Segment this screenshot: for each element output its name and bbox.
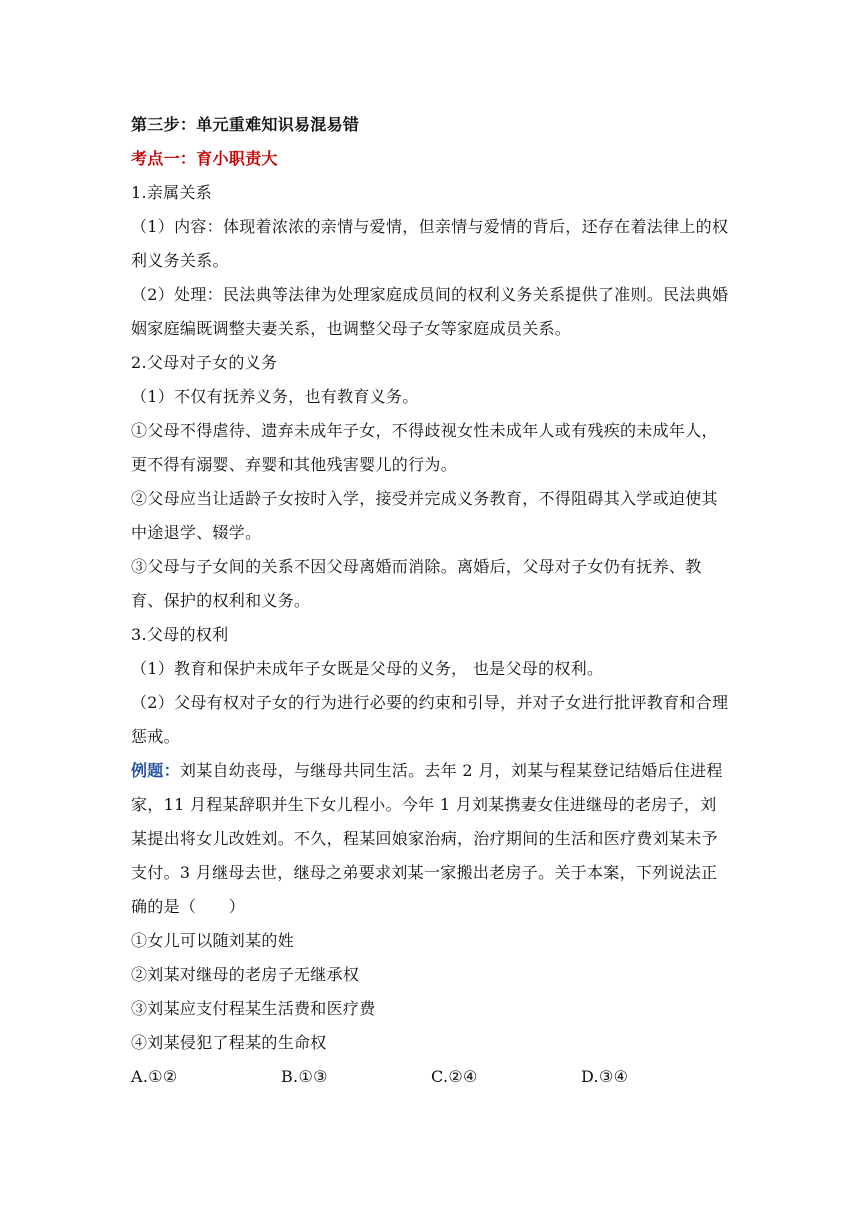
rights-point-2: （2）父母有权对子女的行为进行必要的约束和引导，并对子女进行批评教育和合理惩戒。 [131, 693, 729, 746]
kinship-content: （1）内容：体现着浓浓的亲情与爱情，但亲情与爱情的背后，还存在着法律上的权利义务关系。 [131, 217, 729, 270]
option-a[interactable]: A.①② [131, 1067, 178, 1086]
duties-item-1: ①父母不得虐待、遗弃未成年子女，不得歧视女性未成年人或有残疾的未成年人，更不得有溺婴、弃婴和其他残害婴儿的行为。 [131, 421, 718, 474]
step-heading: 第三步：单元重难知识易混易错 [131, 115, 360, 134]
example-statement: ②刘某对继母的老房子无继承权 [131, 965, 360, 984]
example-statement: ③刘某应支付程某生活费和医疗费 [131, 999, 376, 1018]
duties-point-1: （1）不仅有抚养义务，也有教育义务。 [131, 387, 419, 406]
section-title-kinship: 1.亲属关系 [131, 183, 213, 202]
example-stem: 刘某自幼丧母，与继母共同生活。去年 2 月，刘某与程某登记结婚后住进程家，11 月程某辞职并生下女儿程小。今年 1 月刘某携妻女住进继母的老房子，刘某提出将女儿改姓刘。不久，程某回娘家治病，治疗期间的生活和医疗费刘某未予支付。3 月继母去世，继母之弟要求刘某一家搬出老房子。关于本案，下列说法正确的是（ ） [131, 761, 723, 916]
option-d[interactable]: D.③④ [581, 1067, 629, 1086]
example-statement: ①女儿可以随刘某的姓 [131, 931, 295, 950]
example-statement: ④刘某侵犯了程某的生命权 [131, 1033, 327, 1052]
option-c[interactable]: C.②④ [431, 1067, 478, 1086]
section-title-rights: 3.父母的权利 [131, 625, 229, 644]
example-label: 例题： [131, 761, 180, 780]
rights-point-1: （1）教育和保护未成年子女既是父母的义务， 也是父母的权利。 [131, 659, 604, 678]
document-content [131, 108, 731, 1094]
answer-options [131, 1060, 731, 1094]
duties-item-2: ②父母应当让适龄子女按时入学，接受并完成义务教育，不得阻碍其入学或迫使其中途退学、辍学。 [131, 489, 718, 542]
section-title-duties: 2.父母对子女的义务 [131, 353, 278, 372]
point-title: 考点一：育小职责大 [131, 149, 278, 168]
duties-item-3: ③父母与子女间的关系不因父母离婚而消除。离婚后，父母对子女仍有抚养、教育、保护的权利和义务。 [131, 557, 702, 610]
example-question [131, 754, 731, 924]
option-b[interactable]: B.①③ [281, 1067, 328, 1086]
kinship-handling: （2）处理：民法典等法律为处理家庭成员间的权利义务关系提供了准则。民法典婚姻家庭编既调整夫妻关系，也调整父母子女等家庭成员关系。 [131, 285, 729, 338]
